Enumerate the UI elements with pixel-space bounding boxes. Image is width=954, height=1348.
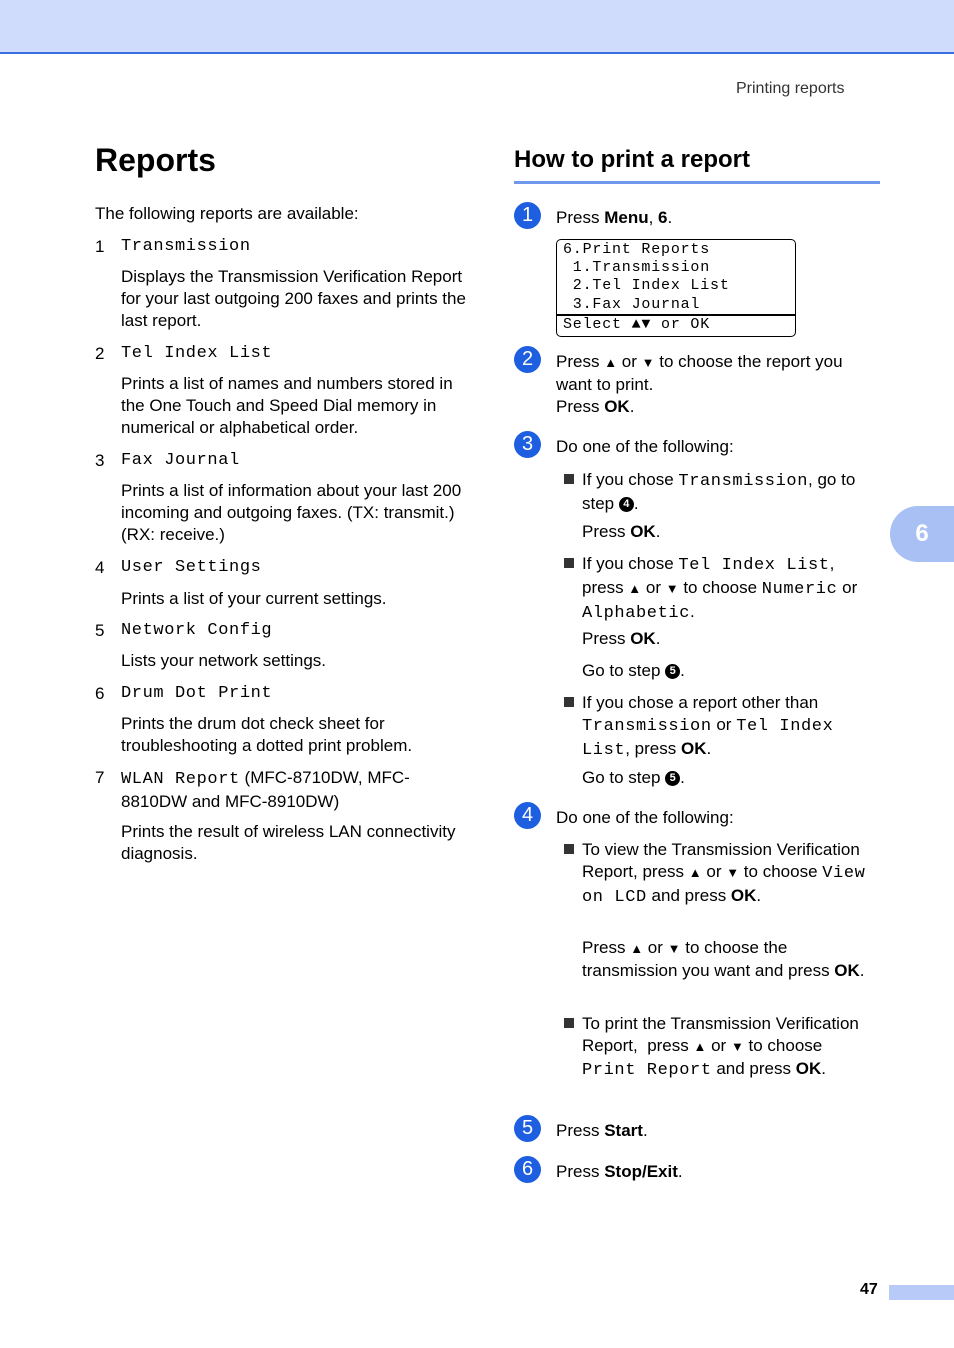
lcd-line: 3.Fax Journal (563, 296, 701, 313)
section-divider (514, 181, 880, 184)
page-title: Reports (95, 142, 216, 178)
report-name: User Settings (121, 558, 262, 577)
report-number: 2 (95, 344, 105, 363)
report-number: 6 (95, 684, 105, 703)
bullet-icon (564, 697, 574, 707)
report-name: Drum Dot Print (121, 684, 273, 703)
bullet-icon (564, 558, 574, 568)
step-text: Press ▲ or ▼ to choose the report you want to print. Press OK. (556, 352, 843, 416)
report-number: 3 (95, 451, 105, 470)
key-ok: OK (795, 1059, 822, 1078)
key-ok: OK (834, 961, 860, 980)
word-go-to-step: Go to step (582, 768, 661, 787)
step-ref-icon: 5 (665, 771, 680, 786)
bullet-text: To print the Transmission Verification Report, press ▲ or ▼ to choose Print Report and press OK. (582, 1014, 859, 1080)
report-description: Prints the result of wireless LAN connectivity diagnosis. (121, 822, 456, 863)
running-header: Printing reports (736, 80, 845, 97)
word-press: Press (556, 1121, 600, 1140)
key-ok: OK (730, 886, 757, 905)
step-ref-icon: 4 (619, 497, 634, 512)
report-name-suffix: (MFC-8710DW, MFC-8810DW and MFC-8910DW) (121, 768, 410, 811)
word-press: Press (556, 208, 600, 227)
bullet-subtext: Press ▲ or ▼ to choose the transmission you want and press OK. (582, 938, 865, 980)
key-start: Start (604, 1121, 643, 1140)
bullet-subtext: Go to step 5 . (582, 661, 685, 680)
word-press: Press (582, 522, 626, 541)
key-ok: OK (630, 522, 656, 541)
bullet-text: If you chose Transmission, go to step 4 . (582, 470, 856, 513)
report-description: Prints a list of names and numbers stored in the One Touch and Speed Dial memory in numerical or alphabetical order. (121, 374, 453, 437)
lcd-line: 6.Print Reports (563, 241, 711, 258)
up-arrow-icon: ▲ (630, 941, 644, 956)
down-arrow-icon: ▼ (730, 1039, 744, 1054)
header-band (0, 0, 954, 54)
menu-option: Print Report (582, 1061, 712, 1080)
step-number: 4 (514, 802, 541, 829)
step-number: 6 (514, 1156, 541, 1183)
report-description: Prints a list of information about your last 200 incoming and outgoing faxes. (TX: transmit.) (RX: receive.) (121, 481, 462, 544)
word-go-to-step: Go to step (582, 661, 661, 680)
lcd-display (556, 239, 796, 337)
word-press: Press (556, 1162, 600, 1181)
step-number: 1 (514, 202, 541, 229)
report-name: Transmission (121, 237, 251, 256)
report-name: Tel Index List (121, 344, 273, 363)
up-arrow-icon: ▲ (688, 865, 702, 880)
step-text: Do one of the following: (556, 437, 734, 456)
menu-option: View on LCD (582, 864, 866, 907)
key-menu: Menu (604, 208, 649, 227)
bullet-icon (564, 474, 574, 484)
bullet-subtext: Press OK. (582, 522, 661, 541)
step-text: Press Stop/Exit. (556, 1162, 683, 1181)
report-description: Lists your network settings. (121, 651, 327, 670)
report-number: 1 (95, 237, 105, 256)
bullet-text: To view the Transmission Verification Report, press ▲ or ▼ to choose View on LCD and press OK. (582, 840, 866, 907)
menu-option: Alphabetic (582, 604, 691, 623)
menu-option: Transmission (678, 472, 809, 491)
down-arrow-icon: ▼ (641, 355, 655, 370)
bullet-text: If you chose a report other than Transmission or Tel Index List, press OK. (582, 693, 834, 760)
section-title: How to print a report (514, 146, 750, 173)
bullet-subtext: Press OK. (582, 629, 661, 648)
step-text: Press Start. (556, 1121, 648, 1140)
up-arrow-icon: ▲ (604, 355, 618, 370)
footer-bar (889, 1285, 954, 1300)
lcd-line: 2.Tel Index List (563, 277, 730, 294)
key-stop-exit: Stop/Exit (604, 1162, 678, 1181)
step-number: 3 (514, 431, 541, 458)
key-six: 6 (658, 208, 668, 227)
step-text: Press Menu, 6. (556, 208, 673, 227)
menu-option: Tel Index List (678, 556, 830, 575)
word-press: Press (582, 629, 626, 648)
report-number: 4 (95, 558, 105, 577)
report-description: Prints a list of your current settings. (121, 589, 387, 608)
report-description: Displays the Transmission Verification Report for your last outgoing 200 faxes and prints the last report. (121, 267, 466, 330)
report-name: Fax Journal (121, 451, 240, 470)
up-arrow-icon: ▲ (628, 581, 642, 596)
lcd-line: 1.Transmission (563, 259, 711, 276)
word-press: Press (582, 938, 626, 957)
report-heading (121, 767, 451, 813)
chapter-tab: 6 (890, 506, 954, 562)
bullet-icon (564, 1018, 574, 1028)
step-ref-icon: 5 (665, 664, 680, 679)
step-number: 5 (514, 1115, 541, 1142)
report-number: 7 (95, 768, 105, 787)
report-description: Prints the drum dot check sheet for troubleshooting a dotted print problem. (121, 714, 413, 755)
down-arrow-icon: ▼ (665, 581, 679, 596)
report-name: Network Config (121, 621, 273, 640)
report-name: WLAN Report (121, 770, 240, 789)
up-arrow-icon: ▲ (693, 1039, 707, 1054)
down-arrow-icon: ▼ (726, 865, 740, 880)
menu-option: Tel Index List (582, 717, 834, 760)
down-arrow-icon: ▼ (667, 941, 681, 956)
page-number: 47 (860, 1281, 878, 1298)
key-ok: OK (680, 739, 707, 758)
step-number: 2 (514, 346, 541, 373)
key-ok: OK (604, 397, 630, 416)
word-press: Press (556, 397, 600, 416)
lcd-footer: Select ▲▼ or OK (563, 316, 711, 333)
bullet-text: If you chose Tel Index List, press ▲ or ▼ to choose Numeric or Alphabetic. (582, 554, 858, 623)
key-ok: OK (630, 629, 656, 648)
intro-text: The following reports are available: (95, 204, 359, 223)
bullet-icon (564, 844, 574, 854)
menu-option: Transmission (582, 717, 712, 736)
menu-option: Numeric (761, 580, 838, 599)
step-text: Do one of the following: (556, 808, 734, 827)
bullet-subtext: Go to step 5 . (582, 768, 685, 787)
word-press: Press (556, 352, 600, 371)
report-number: 5 (95, 621, 105, 640)
